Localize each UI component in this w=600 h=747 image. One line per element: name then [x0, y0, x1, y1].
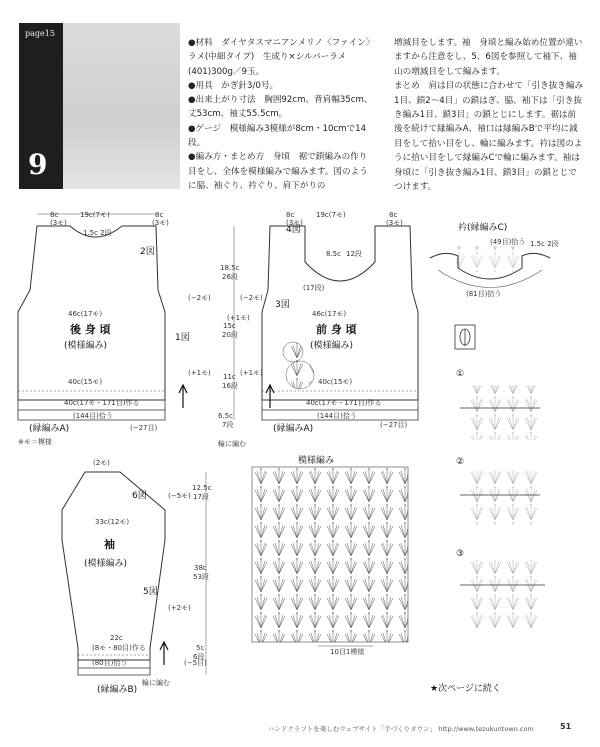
- collar-title: 衿(縁編みC): [458, 223, 508, 233]
- front-neck-depth: 8.5c: [326, 250, 341, 258]
- front-cast-on: 40c(17モ・171目)作る: [306, 399, 382, 407]
- sleeve-cuff-count: (8モ・80目)作る: [92, 644, 146, 652]
- sleeve-cuff-width: 22c: [110, 634, 123, 642]
- sleeve-cuff-adj: (−5目): [184, 659, 207, 667]
- armhole-rows: 26段: [222, 273, 238, 281]
- stitch-steps: [455, 325, 545, 630]
- sleeve-length-rows: 53段: [193, 573, 209, 581]
- step-1-mark: ①: [456, 369, 465, 379]
- hem-measure: 6.5c: [218, 412, 233, 420]
- sleeve-cap-minus: (−5モ): [168, 492, 191, 500]
- front-side-plus: (+1モ): [240, 369, 263, 377]
- chart-title: 模様編み: [298, 456, 335, 466]
- sleeve-cuff-rows: 6段: [193, 653, 205, 661]
- sleeve-title: 袖: [104, 538, 115, 551]
- chart-repeat: 10目1模様: [330, 648, 365, 656]
- front-shoulder-sub: (3モ): [286, 219, 303, 227]
- back-width-top: 46c(17モ): [68, 310, 103, 318]
- back-shoulder: 8c: [50, 211, 59, 219]
- back-side-plus: (+1モ): [188, 369, 211, 377]
- hem-rows: 7段: [222, 421, 234, 429]
- collar-bottom: (81目)拾う: [466, 290, 502, 298]
- page-number: 51: [560, 722, 572, 731]
- back-cast-on: 40c(17モ・171目)作る: [64, 399, 140, 407]
- sleeve-fig5: 5図: [143, 587, 158, 597]
- hem-note: 輪に編む: [218, 440, 246, 448]
- page-ref: page15: [25, 29, 55, 38]
- gauge-text: ●ゲージ 模様編み3模様が8cm・10cmで14段。: [188, 123, 367, 149]
- sleeve-cap-rows: 17段: [193, 493, 209, 501]
- front-width-top: 46c(17モ): [312, 310, 347, 318]
- front-fig4: 4図: [286, 225, 301, 235]
- front-edge-adj: (−27目): [380, 421, 408, 429]
- back-neck: 19c(7モ): [80, 211, 110, 219]
- body-mid-measure: 11c: [223, 373, 236, 381]
- step-3-mark: ③: [456, 549, 465, 559]
- front-neck-mid: (17段): [303, 284, 325, 292]
- front-title: 前 身 頃: [316, 323, 357, 336]
- tools-text: ●用具 かぎ針3/0号。: [188, 80, 279, 91]
- sleeve-edge-label: (縁編みB): [97, 685, 138, 695]
- method-text: ●編み方・まとめ方 身頃 裾で鎖編みの作り目をし、全体を模様編みで編みます。図のように脇、袖ぐり、衿ぐり、肩下がりの: [188, 152, 368, 191]
- front-neck: 19c(7モ): [316, 211, 346, 219]
- back-fig1: 1図: [175, 333, 190, 343]
- back-title: 後 身 頃: [70, 323, 111, 336]
- armhole-measure: 18.5c: [220, 264, 240, 272]
- pattern-number: 9: [28, 148, 48, 181]
- sleeve-cuff-pick: (80目)拾う: [92, 659, 128, 667]
- body-mid-rows: 16段: [222, 382, 238, 390]
- front-edge-label: (縁編みA): [273, 424, 314, 434]
- front-edge-count: (144目)拾う: [317, 412, 357, 420]
- sleeve-mid-plus: (+2モ): [168, 604, 191, 612]
- continued-note: ★次ページに続く: [430, 684, 501, 694]
- back-shoulder-r-sub: (3モ): [152, 219, 169, 227]
- materials-text: ●材料 ダイヤタスマニアンメリノ〈ファイン〉ラメ(中細タイプ) 生成り×シルバーラメ(401)300g／9玉。: [188, 38, 371, 77]
- step-2-mark: ②: [456, 457, 465, 467]
- front-shoulder-r-sub: (3モ): [386, 219, 403, 227]
- sleeve-fig6: 6図: [132, 491, 147, 501]
- back-edge-label: (縁編みA): [29, 424, 70, 434]
- sleeve-cap-measure: 12.5c: [192, 484, 212, 492]
- back-edge-adj: (−27目): [130, 424, 158, 432]
- pattern-note: ※モ＝模様: [18, 438, 52, 446]
- stitch-chart: [252, 467, 408, 642]
- sleeve-length-measure: 38c: [194, 564, 207, 572]
- center-plus1: (+1モ): [227, 314, 250, 322]
- back-neck-sub: 1.5c 2段: [83, 229, 112, 237]
- back-edge-count: (144目)拾う: [73, 412, 113, 420]
- front-width-bottom: 40c(15モ): [318, 378, 353, 386]
- sleeve-cuff-round: 輪に編む: [142, 679, 170, 687]
- sleeve-subtitle: (模様編み): [84, 559, 128, 569]
- front-subtitle: (模様編み): [310, 341, 354, 351]
- footer-text: ハンドクラフトを楽しむウェブサイト「手づくりタウン」 http://www.tezukuritown.com: [268, 725, 534, 733]
- back-shoulder-r: 8c: [155, 211, 164, 219]
- collar-top: (49目)拾う: [490, 238, 526, 246]
- front-neck-rows: 12段: [346, 250, 362, 258]
- back-width-bottom: 40c(15モ): [68, 378, 103, 386]
- front-shoulder-r: 8c: [389, 211, 398, 219]
- back-subtitle: (模様編み): [64, 341, 108, 351]
- back-shoulder-sub: (3モ): [50, 219, 67, 227]
- front-shoulder: 8c: [286, 211, 295, 219]
- sleeve-top: (2モ): [93, 459, 110, 467]
- back-body-diagram: [18, 214, 187, 420]
- front-fig3: 3図: [275, 300, 290, 310]
- back-fig2: 2図: [140, 247, 155, 257]
- collar-side: 1.5c 2段: [530, 240, 559, 248]
- finishing-text: まとめ 肩は目の状態に合わせて「引き抜き編み1目、鎖2〜4目」の鎖はぎ、脇、袖下は「引き抜き編み1目、鎖3目」の鎖とじにします。裾は前後を続けて縁編みA、袖口は縁編みBで平均に減目をして拾い目をし、輪に編みます。衿は図のように拾い目をして縁編みCで輪に編みます。袖は身頃に「引き抜き編み1目、鎖3目」の鎖とじでつけます。: [394, 81, 584, 193]
- method-text-cont: 増減目をします。袖 身頃と編み始め位置が違いますから注意をし、5、6図を参照して袖下、袖山の増減目をして編みます。: [394, 38, 583, 77]
- size-text: ●出来上がり寸法 胸囲92cm、背肩幅35cm、丈53cm、袖丈55.5cm。: [188, 95, 373, 120]
- body-top-rows: 20段: [222, 331, 238, 339]
- collar-diagram: [430, 246, 550, 288]
- front-side-minus: (−2モ): [240, 294, 263, 302]
- sleeve-width: 33c(12モ): [95, 518, 130, 526]
- body-top-measure: 15c: [223, 322, 236, 330]
- back-side-minus: (−2モ): [188, 294, 211, 302]
- sleeve-cuff-measure: 5c: [196, 644, 205, 652]
